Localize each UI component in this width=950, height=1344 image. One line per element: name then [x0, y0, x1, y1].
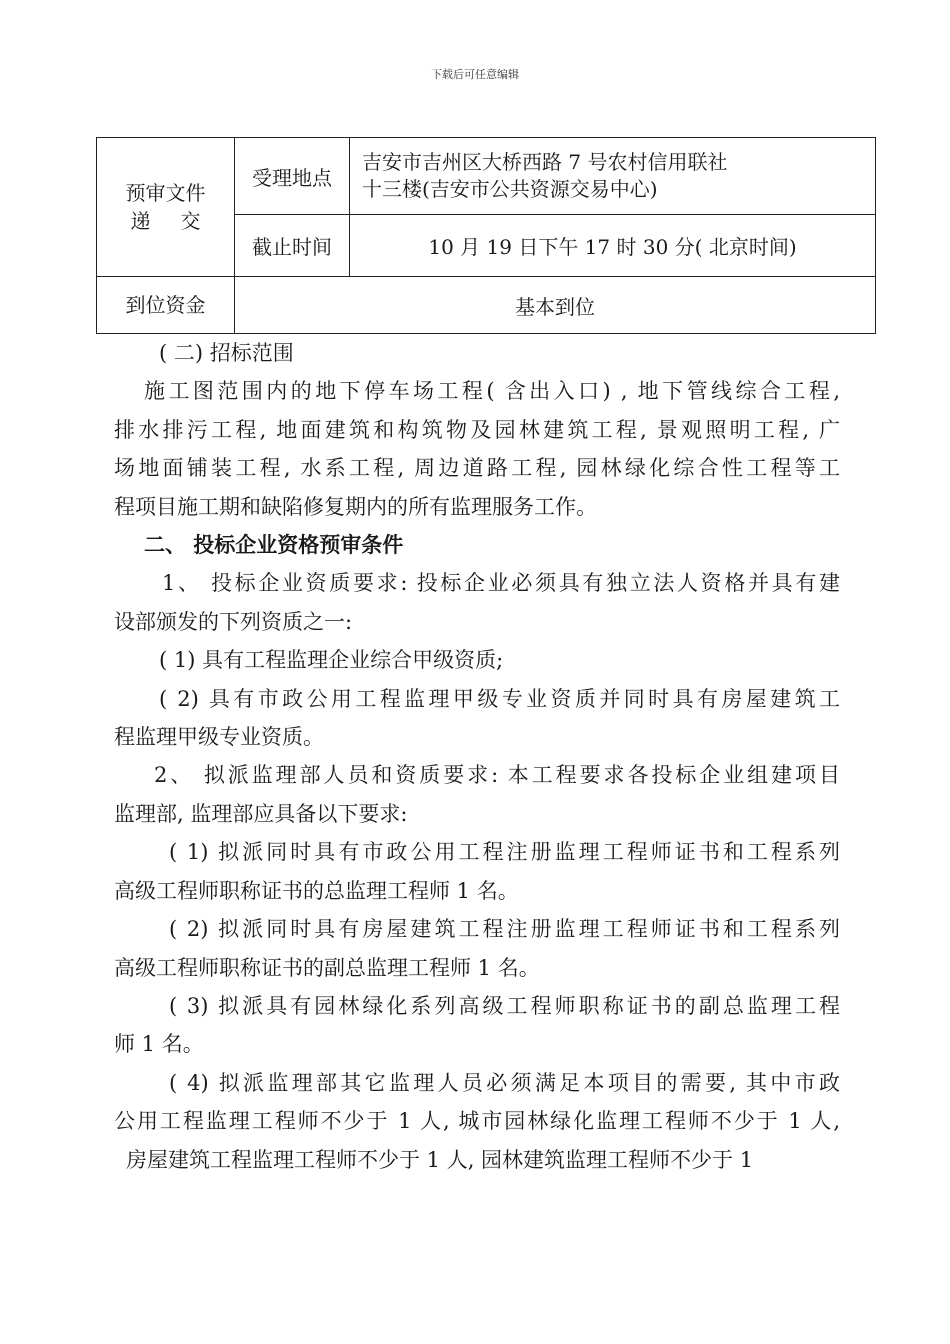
paragraph-line: ( 1) 具有工程监理企业综合甲级资质; [159, 648, 504, 673]
location-value [350, 138, 876, 215]
document-body [114, 334, 840, 1179]
paragraph-line: 程项目施工期和缺陷修复期内的所有监理服务工作。 [114, 494, 597, 519]
paragraph-line: ( 4) 拟派监理部其它监理人员必须满足本项目的需要, 其中市政 [169, 1070, 840, 1095]
paragraph-line: ( 2) 拟派同时具有房屋建筑工程注册监理工程师证书和工程系列 [169, 917, 840, 942]
paragraph-line: ( 1) 拟派同时具有市政公用工程注册监理工程师证书和工程系列 [169, 840, 840, 865]
paragraph-line: 师 1 名。 [114, 1032, 204, 1057]
deadline-label: 截止时间 [235, 215, 350, 277]
group-label-line1: 预审文件 [125, 181, 206, 205]
table-row [97, 277, 876, 334]
deadline-value: 10 月 19 日下午 17 时 30 分( 北京时间) [350, 215, 876, 277]
paragraph-line: 2、 拟派监理部人员和资质要求: 本工程要求各投标企业组建项目 [154, 763, 840, 788]
section-heading: 二、 投标企业资格预审条件 [144, 532, 404, 558]
paragraph-line: 房屋建筑工程监理工程师不少于 1 人, 园林建筑监理工程师不少于 1 [126, 1147, 754, 1172]
submission-group-label [97, 138, 235, 277]
paragraph-line: 场地面铺装工程, 水系工程, 周边道路工程, 园林绿化综合性工程等工 [114, 456, 840, 481]
funds-value: 基本到位 [235, 277, 876, 334]
funds-label: 到位资金 [97, 277, 235, 334]
paragraph-line: ( 3) 拟派具有园林绿化系列高级工程师职称证书的副总监理工程 [169, 993, 840, 1018]
table-row [97, 138, 876, 215]
paragraph-line: ( 2) 具有市政公用工程监理甲级专业资质并同时具有房屋建筑工 [159, 686, 840, 711]
paragraph-line: 程监理甲级专业资质。 [114, 725, 324, 750]
paragraph-line: 高级工程师职称证书的总监理工程师 1 名。 [114, 878, 519, 903]
location-line2: 十三楼(吉安市公共资源交易中心) [362, 177, 658, 201]
paragraph-line: 监理部, 监理部应具备以下要求: [114, 801, 408, 826]
paragraph-line: 高级工程师职称证书的副总监理工程师 1 名。 [114, 955, 540, 980]
location-line1: 吉安市吉州区大桥西路 7 号农村信用联社 [362, 150, 728, 174]
scope-heading: ( 二) 招标范围 [159, 341, 294, 365]
group-label-line2: 递交 [130, 209, 231, 233]
location-label: 受理地点 [235, 138, 350, 215]
paragraph-line: 排水排污工程, 地面建筑和构筑物及园林建筑工程, 景观照明工程, 广 [114, 417, 840, 442]
paragraph-line: 1、 投标企业资质要求: 投标企业必须具有独立法人资格并具有建 [162, 571, 840, 596]
paragraph-line: 公用工程监理工程师不少于 1 人, 城市园林绿化监理工程师不少于 1 人, [114, 1109, 840, 1134]
submission-info-table [96, 137, 876, 334]
paragraph-line: 施工图范围内的地下停车场工程( 含出入口) , 地下管线综合工程, [144, 379, 840, 404]
paragraph-line: 设部颁发的下列资质之一: [114, 609, 353, 634]
page-header-note: 下载后可任意编辑 [431, 68, 519, 81]
